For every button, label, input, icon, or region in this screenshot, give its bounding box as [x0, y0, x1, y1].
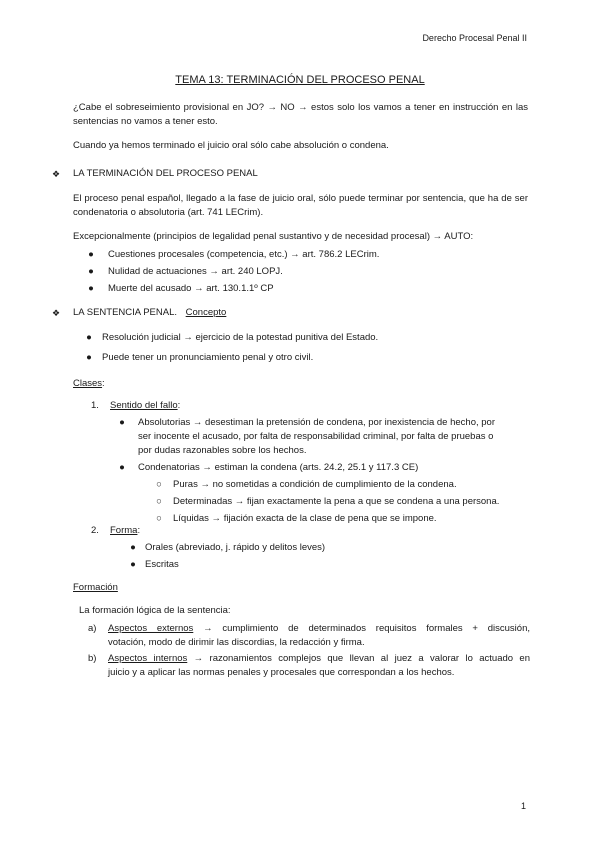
list-letter: b) [88, 653, 97, 664]
forma-heading [110, 524, 140, 538]
list-letter: a) [88, 623, 97, 634]
aspectos-internos-line-2: juicio y a aplicar las normas penales y procesales que correspondan a los hechos. [108, 667, 455, 678]
formacion-heading: Formación [73, 582, 118, 593]
aspectos-internos-text: → razonamientos complejos que llevan al juez a valorar lo actuado en [187, 653, 530, 664]
clases-colon: : [102, 378, 105, 389]
list-item: Orales (abreviado, j. rápido y delitos leves) [145, 542, 326, 553]
aspectos-externos-line-2: votación, modo de dirimir las discordias, la redacción y firma. [108, 637, 365, 648]
list-item: Muerte del acusado → art. 130.1.1º CP [108, 283, 274, 294]
section-heading-terminacion [52, 167, 258, 181]
bullet-icon: ● [119, 462, 125, 473]
list-item: Cuestiones procesales (competencia, etc.) → art. 786.2 LECrim. [108, 249, 380, 260]
formacion-intro: La formación lógica de la sentencia: [79, 605, 231, 616]
list-item: Puede tener un pronunciamiento penal y otro civil. [102, 352, 314, 363]
condenatorias-item: Condenatorias → estiman la condena (arts. 24.2, 25.1 y 117.3 CE) [138, 462, 419, 473]
sub-list-item: Puras → no sometidas a condición de cumplimiento de la condena. [173, 479, 457, 490]
bullet-icon: ● [88, 283, 94, 294]
clases-label: Clases [73, 378, 103, 389]
sentido-label: Sentido del fallo [110, 400, 178, 411]
bullet-icon: ● [86, 352, 92, 363]
absolutorias-line-1: Absolutorias → desestiman la pretensión de condena, por inexistencia de hecho, por [138, 417, 495, 428]
list-item: Escritas [145, 559, 179, 570]
bullet-icon: ● [88, 249, 94, 260]
diamond-bullet-icon: ❖ [52, 169, 61, 179]
list-item: Resolución judicial → ejercicio de la potestad punitiva del Estado. [102, 332, 379, 343]
section1-paragraph-2: Excepcionalmente (principios de legalidad penal sustantivo y de necesidad procesal) → AUTO: [73, 231, 474, 242]
aspectos-externos-label: Aspectos externos [108, 623, 194, 634]
sentido-del-fallo-heading [110, 399, 180, 413]
sentido-colon: : [177, 400, 181, 411]
bullet-icon: ● [88, 266, 94, 277]
circle-bullet-icon: ○ [156, 513, 162, 524]
section-heading-text: LA TERMINACIÓN DEL PROCESO PENAL [73, 168, 258, 179]
section-heading-text: LA SENTENCIA PENAL. [73, 307, 178, 318]
circle-bullet-icon: ○ [156, 496, 162, 507]
aspectos-externos-text: → cumplimiento de determinados requisitos formales + discusión, [193, 623, 530, 634]
aspectos-internos-label: Aspectos internos [108, 653, 188, 664]
sub-list-item: Líquidas → fijación exacta de la clase de pena que se impone. [173, 513, 437, 524]
sub-list-item: Determinadas → fijan exactamente la pena a que se condena a una persona. [173, 496, 500, 507]
intro-paragraph-2: Cuando ya hemos terminado el juicio oral sólo cabe absolución o condena. [73, 140, 389, 151]
aspectos-internos-line-1 [108, 652, 530, 666]
absolutorias-line-2: ser inocente el acusado, por falta de responsabilidad criminal, por falta de pruebas o [138, 431, 494, 442]
bullet-icon: ● [86, 332, 92, 343]
forma-label: Forma [110, 525, 138, 536]
aspectos-externos-line-1 [108, 622, 530, 636]
list-number: 2. [91, 525, 99, 536]
bullet-icon: ● [119, 417, 125, 428]
concepto-label: Concepto [185, 307, 227, 318]
circle-bullet-icon: ○ [156, 479, 162, 490]
diamond-bullet-icon: ❖ [52, 308, 61, 318]
forma-colon: : [137, 525, 141, 536]
intro-paragraph-1: ¿Cabe el sobreseimiento provisional en JO? → NO → estos solo los vamos a tener en instrucción en las sentencias no vamos a tener esto. [73, 102, 528, 127]
bullet-icon: ● [130, 542, 136, 553]
list-item: Nulidad de actuaciones → art. 240 LOPJ. [108, 266, 283, 277]
page-number: 1 [520, 801, 526, 811]
section-heading-sentencia [52, 306, 227, 320]
bullet-icon: ● [130, 559, 136, 570]
list-number: 1. [91, 400, 99, 411]
section1-paragraph-1: El proceso penal español, llegado a la fase de juicio oral, sólo puede terminar por sentencia, que ha de ser condenatoria o absolutoria (art. 741 LECrim). [73, 193, 528, 218]
document-title: TEMA 13: TERMINACIÓN DEL PROCESO PENAL [175, 74, 425, 86]
page-header: Derecho Procesal Penal II [422, 33, 527, 43]
clases-heading [73, 377, 105, 391]
absolutorias-line-3: por dudas razonables sobre los hechos. [138, 445, 307, 456]
